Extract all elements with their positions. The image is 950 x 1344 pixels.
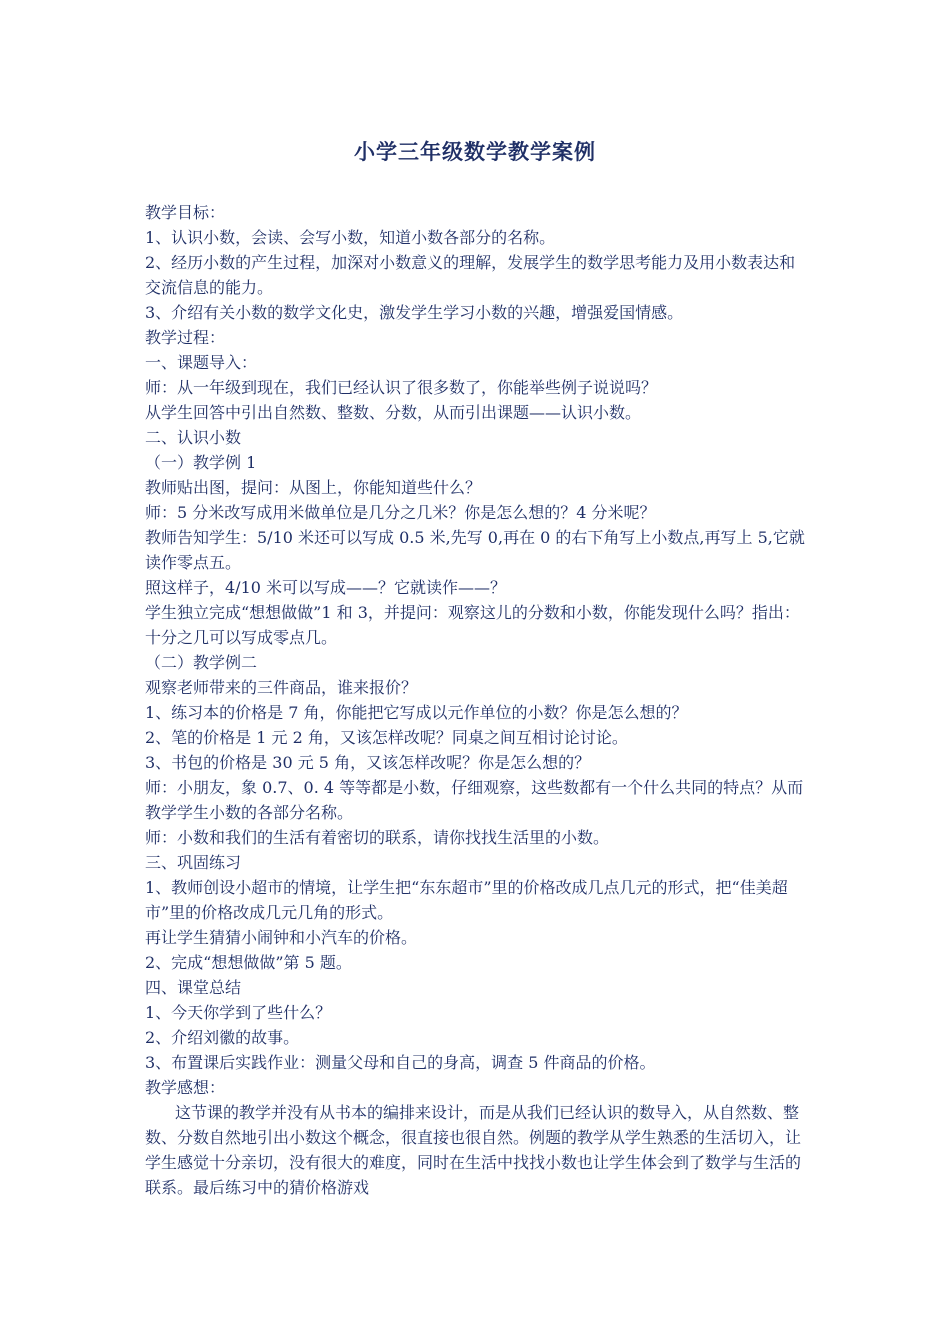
paragraph: 师：5 分米改写成用米做单位是几分之几米？你是怎么想的？4 分米呢？: [145, 503, 656, 522]
paragraph: 师：从一年级到现在，我们已经认识了很多数了，你能举些例子说说吗？: [145, 378, 658, 397]
list-item: 1、今天你学到了些什么？: [145, 1003, 332, 1022]
paragraph: 照这样子，4/10 米可以写成——？它就读作——？: [145, 578, 507, 597]
paragraph: 观察老师带来的三件商品，谁来报价？: [145, 678, 418, 697]
list-item: 1、练习本的价格是 7 角，你能把它写成以元作单位的小数？你是怎么想的？: [145, 703, 688, 722]
objective-item: 1、认识小数，会读、会写小数，知道小数各部分的名称。: [145, 228, 556, 247]
paragraph: 师：小朋友，象 0.7、0. 4 等等都是小数，仔细观察，这些数都有一个什么共同的特点？从而教学学生小数的各部分名称。: [145, 778, 804, 822]
section-heading-reflection: 教学感想：: [145, 1078, 226, 1097]
objective-item: 2、经历小数的产生过程，加深对小数意义的理解，发展学生的数学思考能力及用小数表达和交流信息的能力。: [145, 253, 796, 297]
paragraph: 学生独立完成“想想做做”1 和 3，并提问：观察这儿的分数和小数，你能发现什么吗？指出：十分之几可以写成零点几。: [145, 603, 800, 647]
example-heading: （二）教学例二: [145, 653, 258, 672]
list-item: 3、书包的价格是 30 元 5 角，又该怎样改呢？你是怎么想的？: [145, 753, 591, 772]
subsection-heading: 四、课堂总结: [145, 978, 242, 997]
paragraph: 教师告知学生：5/10 米还可以写成 0.5 米,先写 0,再在 0 的右下角写上小数点,再写上 5,它就读作零点五。: [145, 528, 805, 572]
paragraph: 师：小数和我们的生活有着密切的联系，请你找找生活里的小数。: [145, 828, 610, 847]
paragraph: 再让学生猜猜小闹钟和小汽车的价格。: [145, 928, 418, 947]
paragraph: 从学生回答中引出自然数、整数、分数，从而引出课题——认识小数。: [145, 403, 642, 422]
reflection-paragraph: 这节课的教学并没有从书本的编排来设计，而是从我们已经认识的数导入，从自然数、整数、分数自然地引出小数这个概念，很直接也很自然。例题的教学从学生熟悉的生活切入，让学生感觉十分亲切，没有很大的难度，同时在生活中找找小数也让学生体会到了数学与生活的联系。最后练习中的猜价格游戏: [145, 1103, 802, 1197]
list-item: 2、介绍刘徽的故事。: [145, 1028, 300, 1047]
list-item: 2、笔的价格是 1 元 2 角，又该怎样改呢？同桌之间互相讨论讨论。: [145, 728, 628, 747]
list-item: 1、教师创设小超市的情境，让学生把“东东超市”里的价格改成几点几元的形式，把“佳美超市”里的价格改成几元几角的形式。: [145, 878, 788, 922]
subsection-heading: 二、认识小数: [145, 428, 242, 447]
section-heading-process: 教学过程：: [145, 328, 226, 347]
document-title: 小学三年级数学教学案例: [354, 140, 596, 164]
paragraph: 教师贴出图，提问：从图上，你能知道些什么？: [145, 478, 482, 497]
subsection-heading: 一、课题导入：: [145, 353, 258, 372]
document-body: [145, 200, 810, 1200]
subsection-heading: 三、巩固练习: [145, 853, 242, 872]
objective-item: 3、介绍有关小数的数学文化史，激发学生学习小数的兴趣，增强爱国情感。: [145, 303, 684, 322]
list-item: 3、布置课后实践作业：测量父母和自己的身高，调查 5 件商品的价格。: [145, 1053, 656, 1072]
section-heading-objectives: 教学目标：: [145, 203, 226, 222]
example-heading: （一）教学例 1: [145, 453, 257, 472]
list-item: 2、完成“想想做做”第 5 题。: [145, 953, 352, 972]
